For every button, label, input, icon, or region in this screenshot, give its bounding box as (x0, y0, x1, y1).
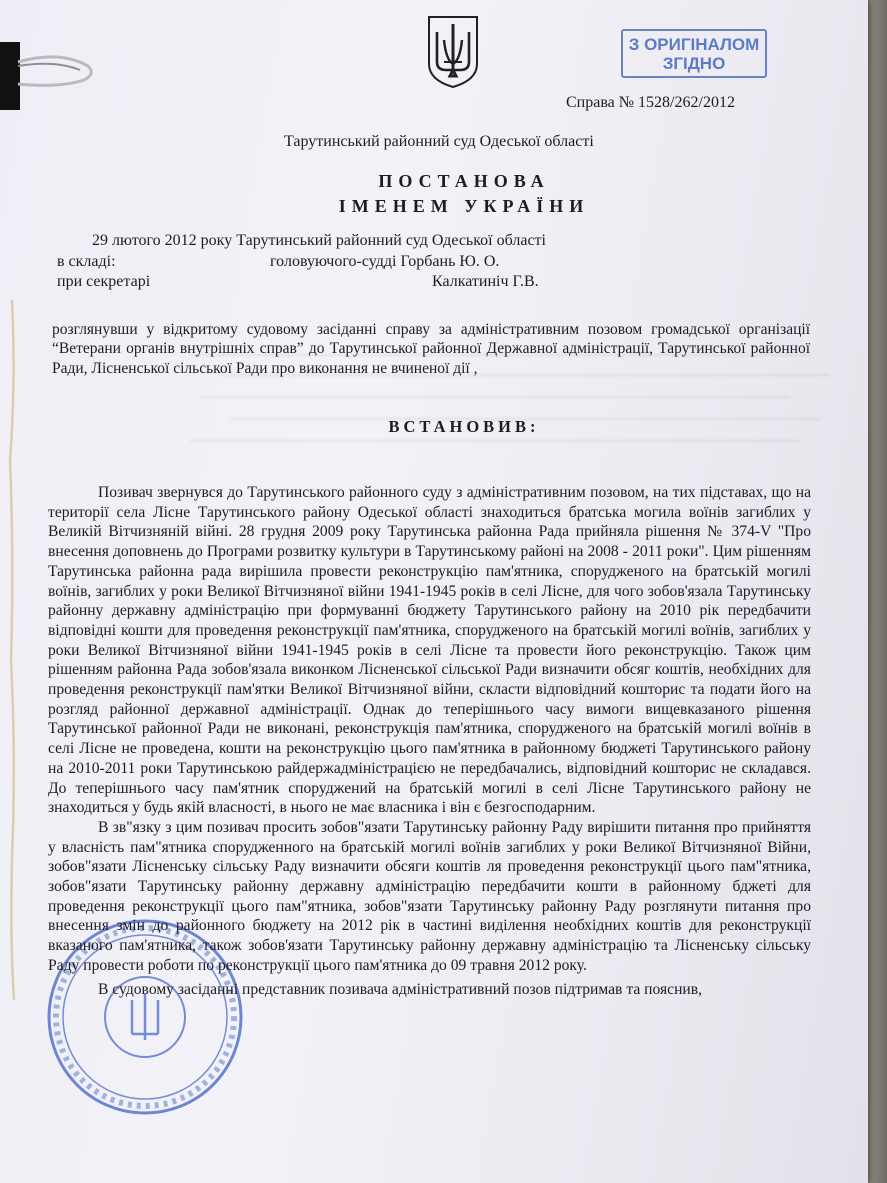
stamp-line-1: З ОРИГІНАЛОМ (628, 35, 760, 54)
document-body (48, 483, 811, 999)
section-heading: ВСТАНОВИВ: (388, 417, 540, 436)
hearing-date-line: 29 лютого 2012 року Тарутинський районний суд Одеської області (92, 232, 546, 249)
coat-of-arms-icon (426, 14, 480, 90)
binder-clip-icon (0, 36, 100, 116)
document-subtitle: ІМЕНЕМ УКРАЇНИ (338, 196, 590, 216)
intro-paragraph: розглянувши у відкритому судовому засіданні справу за адміністративним позовом громадської організації “Ветерани органів внутрішніх справ” до Тарутинської районної Державної адміністрації, Тарутинської районної Ради, Лісненської сільської Ради про виконання не вчиненої дії , (52, 321, 810, 377)
body-paragraph: Позивач звернувся до Тарутинського районного суду з адміністративним позовом, на тих підставах, що на території села Лісне Тарутинського району Одеської області знаходиться братська могила воїнів загиблих у Великій Вітчизняній війні. 28 грудня 2009 року Тарутинська районна Рада прийняла рішення № 374-V "Про внесення доповнень до Програми розвитку культури в Тарутинському районі на 2008 - 2011 роки". Цим рішенням Тарутинська районна рада вирішила провести реконструкцію пам'ятника, спорудженого на братській могилі воїнів, загиблих у роки Великої Вітчизняної війни 1941-1945 років в селі Лісне, для чого зобов'язала Тарутинську районну державну адміністрацію при формуванні бюджету Тарутинського району на 2010 рік передбачити відповідні кошти для проведення реконструкції пам'ятника, спорудженого на братській могилі воїнів, загиблих у роки Великої Вітчизняної війни 1941-1945 років в селі Лісне та провести його реконструкцію. Також цим рішенням районна Рада зобов'язала виконком Лісненської сільської Ради визначити обсяг коштів, необхідних для проведення реконструкції пам'ятки Великої Вітчизняної війни, скласти відповідний кошторис та подати його на розгляд районної державної адміністрації. Однак до теперішнього часу вимоги вищевказаного рішення Тарутинської районної Ради не виконані, реконструкція пам'ятника, спорудженого на братській могилі воїнів в селі Лісне не проведена, кошти на реконструкцію цього пам'ятника в районному бюджеті Тарутинського району на 2010-2011 роки Тарутинською райдержадміністрацією не передбачались, відповідний кошторис не складався. До теперішнього часу пам'ятник споруджений на братській могилі в селі Лісне Тарутинського району не знаходиться у будь якій власності, в нього не має власника і він є безгосподарним. (48, 484, 811, 817)
body-paragraph: В зв"язку з цим позивач просить зобов"язати Тарутинську районну Раду вирішити питання про прийняття у власність пам"ятника спорудженного на братській могилі воїнів загиблих у роки Великої Вітчизняної Війни, зобов"язати Лісненську сільську Раду визначити обсяги коштів ля проведення реконструкції цього пам"ятника, зобов"язати Тарутинську районну державну адміністрацію передбачити кошти в районному бджеті для проведення реконструкції цього пам"ятника, зобов"язати Тарутинську районну Раду розглянути питання про внесення змін до районного бюджету на 2012 рік в частині виділення необхідних коштів для реконструкції вказаного пам'ятника, також зобов'язати Тарутинську районну державну адміністрацію та Лісненську сільську Раду провести роботи по реконструкції цього пам'ятника до 09 травня 2012 року. (48, 818, 811, 974)
case-number: Справа № 1528/262/2012 (566, 94, 735, 111)
stamp-line-2: ЗГІДНО (662, 54, 726, 73)
composition-label: в складі: (57, 253, 116, 270)
court-name: Тарутинський районний суд Одеської області (284, 133, 594, 150)
copy-certified-stamp (621, 29, 767, 78)
secretary-label: при секретарі (57, 273, 151, 290)
document-title: ПОСТАНОВА (378, 171, 550, 191)
presiding-judge: головуючого-судді Горбань Ю. О. (270, 253, 500, 270)
binding-thread (2, 300, 22, 1000)
body-paragraph: В судовому засіданні представник позивача адміністративний позов підтримав та пояснив, (98, 980, 703, 998)
secretary-name: Калкатиніч Г.В. (432, 273, 539, 290)
